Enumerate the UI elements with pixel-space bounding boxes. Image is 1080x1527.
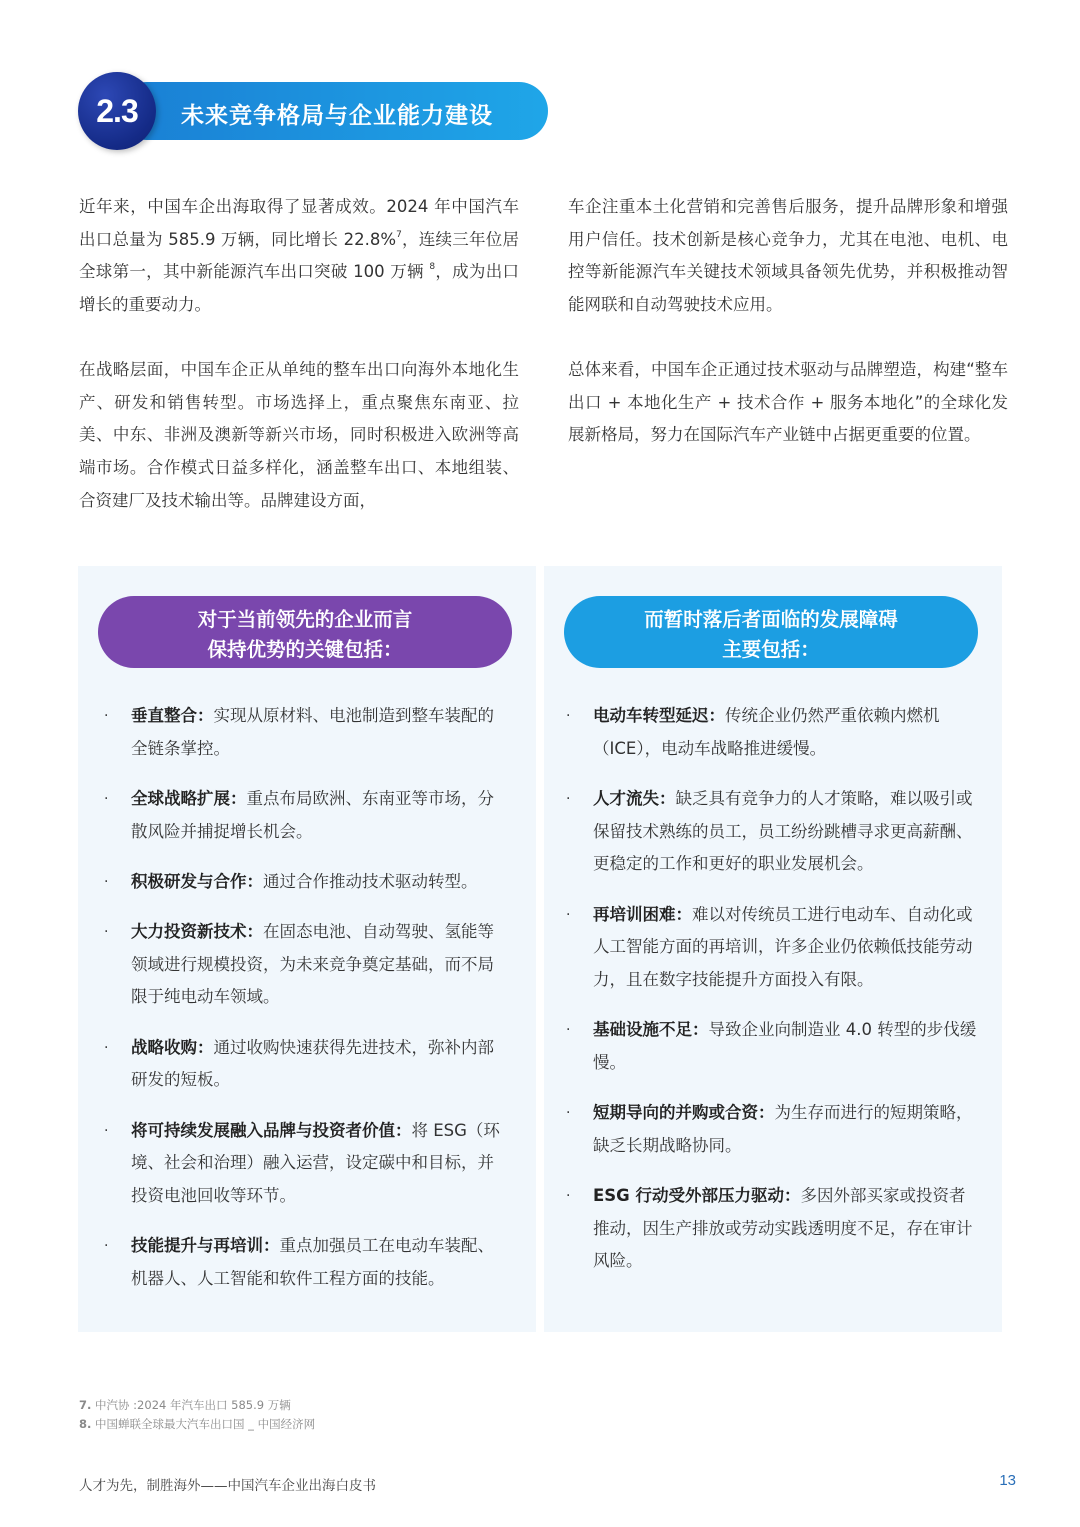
- list-item-text: 在固态电池、自动驾驶、氢能等领域进行规模投资，为未来竞争奠定基础，而不局限于纯电动车领域。: [131, 922, 494, 1007]
- section-number-badge: [78, 72, 156, 150]
- list-item-term: 人才流失：: [593, 788, 676, 808]
- bullet-dot: ·: [566, 1105, 571, 1122]
- list-item-text: 重点布局欧洲、东南亚等市场，分散风险并捕捉增长机会。: [131, 788, 494, 841]
- leaders-panel: [78, 566, 536, 1332]
- list-item: [566, 700, 978, 765]
- body-column-right: [568, 191, 1008, 484]
- list-item-text: 传统企业仍然严重依赖内燃机（ICE），电动车战略推进缓慢。: [593, 706, 940, 758]
- laggards-panel-heading: 而暂时落后者面临的发展障碍 主要包括：: [564, 596, 978, 668]
- footnote-ref: 7: [396, 229, 402, 240]
- list-item: [566, 1180, 978, 1278]
- bullet-dot: ·: [566, 790, 571, 807]
- bullet-dot: ·: [104, 708, 109, 724]
- list-item-term: 短期导向的并购或合资：: [593, 1103, 775, 1123]
- list-item-term: 技能提升与再培训：: [131, 1236, 280, 1256]
- bullet-dot: ·: [104, 1122, 109, 1139]
- body-paragraph: 车企注重本土化营销和完善售后服务，提升品牌形象和增强用户信任。技术创新是核心竞争力，尤其在电池、电机、电控等新能源汽车关键技术领域具备领先优势，并积极推动智能网联和自动驾驶技术应用。: [568, 197, 1008, 315]
- leaders-panel-heading: 对于当前领先的企业而言 保持优势的关键包括：: [98, 596, 512, 668]
- bullet-dot: ·: [104, 790, 109, 807]
- list-item: [104, 1230, 504, 1295]
- list-item-text: 通过收购快速获得先进技术，弥补内部研发的短板。: [131, 1037, 494, 1090]
- list-item: [566, 783, 978, 881]
- leaders-key-list: [104, 700, 504, 1313]
- list-item-text: 重点加强员工在电动车装配、机器人、人工智能和软件工程方面的技能。: [131, 1236, 494, 1288]
- list-item-text: 缺乏具有竞争力的人才策略，难以吸引或保留技术熟练的员工，员工纷纷跳槽寻求更高薪酬、更稳定的工作和更好的职业发展机会。: [593, 788, 973, 874]
- list-item: [104, 916, 504, 1014]
- footnote: 7. 中汽协 :2024 年汽车出口 585.9 万辆: [79, 1398, 291, 1412]
- list-item-term: 再培训困难：: [593, 904, 692, 924]
- laggards-panel: [544, 566, 1002, 1332]
- list-item-text: 导致企业向制造业 4.0 转型的步伐缓慢。: [593, 1020, 977, 1072]
- section-header: [78, 72, 548, 150]
- bullet-dot: ·: [104, 1238, 109, 1255]
- list-item-term: 战略收购：: [131, 1037, 214, 1057]
- list-item-term: 积极研发与合作：: [131, 871, 263, 891]
- list-item: [104, 700, 504, 765]
- bullet-dot: ·: [104, 873, 109, 890]
- section-title: 未来竞争格局与企业能力建设: [181, 103, 493, 129]
- list-item: [566, 1097, 978, 1162]
- footnote: 8. 中国蝉联全球最大汽车出口国 _ 中国经济网: [79, 1417, 316, 1431]
- list-item-text: 为生存而进行的短期策略，缺乏长期战略协同。: [593, 1103, 973, 1155]
- list-item: [104, 866, 504, 899]
- list-item: [104, 783, 504, 848]
- list-item-text: 实现从原材料、电池制造到整车装配的全链条掌控。: [131, 706, 494, 758]
- section-number: 2.3: [96, 92, 138, 129]
- footnote-ref: 8: [429, 262, 436, 273]
- bullet-dot: ·: [104, 924, 109, 941]
- bullet-dot: ·: [104, 1039, 109, 1056]
- body-paragraph: 在战略层面，中国车企正从单纯的整车出口向海外本地化生产、研发和销售转型。市场选择上，重点聚焦东南亚、拉美、中东、非洲及澳新等新兴市场，同时积极进入欧洲等高端市场。合作模式日益多样化，涵盖整车出口、本地组装、合资建厂及技术输出等。品牌建设方面，: [79, 359, 519, 510]
- list-item-term: ESG 行动受外部压力驱动：: [593, 1185, 801, 1205]
- bullet-dot: ·: [566, 1187, 571, 1204]
- footer-title: 人才为先，制胜海外——中国汽车企业出海白皮书: [79, 1478, 376, 1494]
- laggards-obstacle-list: [566, 700, 978, 1296]
- bullet-dot: ·: [566, 708, 571, 724]
- bullet-dot: ·: [566, 906, 571, 923]
- list-item-text: 多因外部买家或投资者推动，因生产排放或劳动实践透明度不足，存在审计风险。: [593, 1185, 973, 1271]
- list-item-text: 难以对传统员工进行电动车、自动化或人工智能方面的再培训，许多企业仍依赖低技能劳动力，且在数字技能提升方面投入有限。: [593, 904, 973, 989]
- list-item-term: 电动车转型延迟：: [593, 706, 725, 725]
- list-item-term: 全球战略扩展：: [131, 788, 247, 808]
- page-number: 13: [999, 1472, 1016, 1489]
- bullet-dot: ·: [566, 1022, 571, 1039]
- list-item-text: 将 ESG（环境、社会和治理）融入运营，设定碳中和目标，并投资电池回收等环节。: [131, 1120, 500, 1205]
- body-paragraph: 总体来看，中国车企正通过技术驱动与品牌塑造，构建“整车出口 + 本地化生产 + 技术合作 + 服务本地化”的全球化发展新格局，努力在国际汽车产业链中占据更重要的位置。: [568, 359, 1008, 445]
- footnotes: [79, 1396, 315, 1434]
- list-item-term: 大力投资新技术：: [131, 922, 263, 942]
- list-item-term: 将可持续发展融入品牌与投资者价值：: [131, 1120, 412, 1140]
- body-column-left: [79, 191, 519, 549]
- list-item: [566, 899, 978, 997]
- list-item-text: 通过合作推动技术驱动转型。: [263, 871, 478, 891]
- list-item: [104, 1032, 504, 1097]
- list-item-term: 基础设施不足：: [593, 1020, 709, 1040]
- list-item: [566, 1014, 978, 1079]
- list-item-term: 垂直整合：: [131, 706, 214, 725]
- list-item: [104, 1115, 504, 1213]
- body-paragraph: 近年来，中国车企出海取得了显著成效。2024 年中国汽车出口总量为 585.9 万辆，同比增长 22.8%$^7$，连续三年位居全球第一，其中新能源汽车出口突破 100 万辆 $^8$，成为出口增长的重要动力。: [79, 197, 520, 315]
